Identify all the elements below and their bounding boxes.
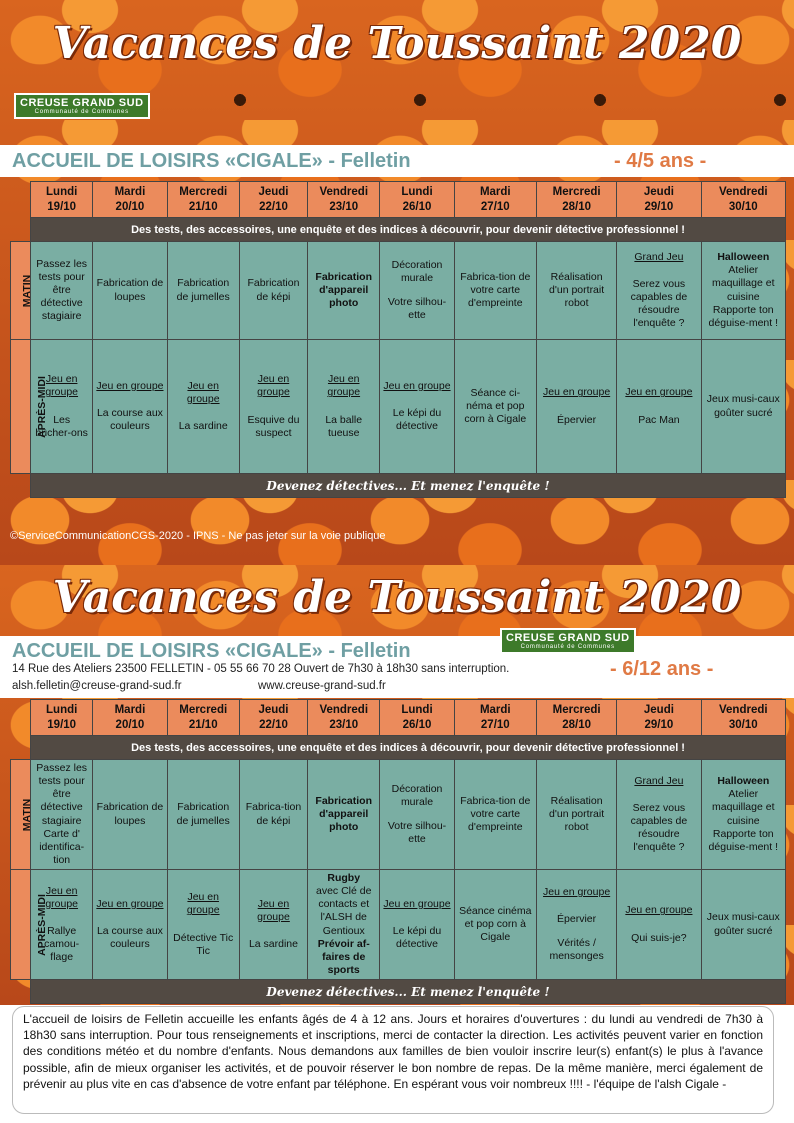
activity-text: Les bûcher-ons [35,413,88,439]
activity-cell [31,760,93,870]
activity-type: Jeu en groupe [186,379,220,405]
day-name: Lundi [46,186,78,199]
day-header [308,700,380,736]
theme-blank [11,218,31,242]
schedule-table-6-12 [10,699,786,1004]
apres-midi-label [11,870,48,980]
center-name-2: ACCUEIL DE LOISIRS «CIGALE» - Felletin [12,640,411,662]
day-name: Mardi [114,704,146,717]
day-header [308,182,380,218]
activity-text: Vérités / mensonges [549,936,604,962]
activity-cell [617,870,701,980]
day-date: 28/10 [562,200,591,213]
activity-type: Jeu en groupe [383,379,451,392]
website-link[interactable]: www.creuse-grand-sud.fr [258,680,386,692]
day-header [93,700,167,736]
activity-type: Jeu en groupe [257,897,290,923]
activity-cell [308,870,380,980]
activity-type: Jeu en groupe [96,379,164,392]
activity-text: Rallye camou-flage [44,924,80,964]
activity-type: Grand Jeu [634,774,684,787]
day-header [31,182,93,218]
matin-label-text: MATIN [21,798,34,831]
activity-type: Jeu en groupe [625,904,693,917]
activity-cell [701,760,785,870]
day-date: 27/10 [480,718,510,731]
age-group: - 4/5 ans - [614,150,707,172]
activity-type: Jeu en groupe [625,386,693,399]
activity-type: Jeu en groupe [383,897,451,910]
activity-cell [380,870,454,980]
day-header [380,700,454,736]
activity-cell [31,242,93,340]
day-header [239,700,307,736]
day-date: 30/10 [728,200,758,213]
logo-line1: CREUSE GRAND SUD [506,632,630,644]
activity-text: Fabrica-tion de votre carte d'empreinte [460,794,531,834]
day-header [167,182,239,218]
day-name: Mercredi [179,186,228,199]
activity-text: Séance ci-néma et pop corn à Cigale [464,386,527,426]
day-date: 21/10 [188,200,218,213]
activity-cell [617,242,701,340]
day-name: Mercredi [552,704,601,717]
logo-line2: Communauté de Communes [520,644,615,650]
slogan-banner: Devenez détectives... Et menez l'enquête ! [31,474,786,498]
schedule-table-4-5 [10,181,786,498]
activity-cell [167,242,239,340]
activity-text: Votre silhou-ette [387,819,447,845]
activity-cell [93,340,167,474]
day-name: Lundi [401,186,433,199]
day-date: 23/10 [329,718,359,731]
day-date: 19/10 [47,718,77,731]
day-date: 29/10 [644,200,674,213]
apres-midi-label [11,340,48,474]
activity-cell [701,242,785,340]
activity-text: Décoration murale [391,783,443,809]
day-header [31,700,93,736]
day-name: Jeudi [258,704,289,717]
day-date: 27/10 [480,200,510,213]
activity-cell [308,340,380,474]
day-name: Lundi [401,704,433,717]
activity-cell [536,760,616,870]
theme-blank [11,736,31,760]
day-header [701,700,785,736]
notice-text: L'accueil de loisirs de Felletin accueille les enfants âgés de 4 à 12 ans. Jours et horaires d'ouvertures : du lundi au vendredi de 7h30 à 18h30 sans interruption. Pour tous renseignements et inscriptions, merci de contacter la direction. Les activités peuvent varier en fonction des conditions météo et du nombre d'enfants. Nous demandons aux familles de bien vouloir inscrire leur(s) enfant(s) le plus à l'avance possible, afin de mieux organiser les activités, et de pouvoir réserver le bon nombre de repas. De la même manière, merci également de prévenir au plus vite en cas d'absence de votre enfant par téléphone. En espérant vous voir nombreux !!!! - l'équipe de l'alsh Cigale - [23,1012,763,1091]
activity-cell [239,340,307,474]
notice-box [12,1006,774,1114]
day-name: Mardi [479,704,511,717]
day-date: 19/10 [47,200,77,213]
activity-cell [536,870,616,980]
activity-bold: Halloween [717,251,770,264]
day-name: Mercredi [552,186,601,199]
activity-text: Fabrication de jumelles [176,277,230,303]
activity-text: Serez vous capables de résoudre l'enquête ? [630,277,688,330]
activity-cell [167,760,239,870]
activity-text: La balle tueuse [325,413,363,439]
activity-text: Qui suis-je? [631,931,687,944]
activity-bold: Halloween [717,775,770,788]
day-name: Vendredi [319,186,369,199]
activity-cell [454,870,536,980]
email-link[interactable]: alsh.felletin@creuse-grand-sud.fr [12,680,182,692]
activity-text: Fabrica-tion de votre carte d'empreinte [460,270,531,310]
day-date: 30/10 [728,718,758,731]
activity-cell [239,870,307,980]
day-date: 26/10 [402,718,432,731]
day-name: Vendredi [718,704,768,717]
activity-cell [93,870,167,980]
activity-text: Serez vous capables de résoudre l'enquête ? [630,801,688,854]
activity-cell [93,760,167,870]
day-name: Jeudi [643,704,674,717]
activity-cell [536,340,616,474]
activity-cell [617,340,701,474]
logo-line2: Communauté de Communes [34,109,129,115]
activity-bold: Fabrication d'appareil photo [315,270,373,310]
activity-bold: Fabrication d'appareil photo [315,794,373,834]
logo-creuse-grand-sud [14,93,150,119]
activity-text: La course aux couleurs [96,406,163,433]
activity-cell [308,242,380,340]
activity-type: Jeu en groupe [45,373,79,399]
day-name: Mercredi [179,704,228,717]
logo-creuse-grand-sud-2 [500,628,636,654]
day-header [701,182,785,218]
day-header [617,700,701,736]
page-title-2: Vacances de Toussaint 2020 [52,572,742,623]
footer-blank [11,980,31,1004]
activity-type: Jeu en groupe [327,373,361,399]
activity-type: Jeu en groupe [257,373,290,399]
day-header [536,700,616,736]
activity-text: Atelier maquillage et cuisine Rapporte ton déguise-ment ! [708,264,779,329]
page-title: Vacances de Toussaint 2020 [52,18,742,69]
day-header [454,700,536,736]
activity-type: Jeu en groupe [543,886,611,899]
activity-text: Fabrica-tion de képi [245,801,302,827]
day-name: Vendredi [319,704,369,717]
activity-text: Décoration murale [391,259,443,285]
day-date: 21/10 [188,718,218,731]
activity-text: Fabrication de loupes [96,277,164,303]
day-name: Mardi [479,186,511,199]
day-date: 29/10 [644,718,674,731]
center-name: ACCUEIL DE LOISIRS «CIGALE» - Felletin [12,150,411,172]
activity-text: Séance cinéma et pop corn à Cigale [459,904,532,944]
activity-type: Jeu en groupe [186,891,220,917]
activity-text: Le képi du détective [392,406,442,433]
activity-cell [380,340,454,474]
activity-text: La sardine [178,420,228,433]
activity-cell [167,340,239,474]
activity-text: Jeux musi-caux goûter sucré [706,393,780,419]
activity-type: Grand Jeu [634,250,684,263]
activity-text: Passez les tests pour être détective stagiaire [36,257,88,323]
activity-text: La sardine [248,938,298,951]
activity-text: Réalisation d'un portrait robot [549,794,605,834]
day-name: Jeudi [643,186,674,199]
footer-blank [11,474,31,498]
activity-cell [93,242,167,340]
matin-label [11,760,34,870]
day-header [617,182,701,218]
activity-text: Fabrication de loupes [96,801,164,827]
activity-text: Épervier [557,913,597,926]
day-header [380,182,454,218]
activity-cell [308,760,380,870]
day-date: 20/10 [115,200,145,213]
activity-type: Jeu en groupe [543,386,611,399]
activity-text: Passez les tests pour être détective stagiaire Carte d' identifica-tion [36,762,88,866]
day-date: 22/10 [259,718,288,731]
activity-cell [701,870,785,980]
age-group-2: - 6/12 ans - [610,658,714,680]
activity-cell [167,870,239,980]
day-name: Vendredi [718,186,768,199]
activity-text: Votre silhou-ette [387,295,447,321]
day-header [239,182,307,218]
activity-bold: Prévoir af-faires de sports [317,937,370,976]
day-date: 22/10 [259,200,288,213]
matin-label [11,242,34,340]
activity-text: Jeux musi-caux goûter sucré [706,911,780,937]
day-name: Jeudi [258,186,289,199]
activity-text: Fabrication de jumelles [176,801,230,827]
activity-text: Fabrication de képi [247,277,300,303]
day-header [536,182,616,218]
matin-label-text: MATIN [21,274,34,307]
logo-line1: CREUSE GRAND SUD [20,97,144,109]
day-name: Mardi [114,186,146,199]
day-date: 20/10 [115,718,145,731]
copyright: ©ServiceCommunicationCGS-2020 - IPNS - Ne pas jeter sur la voie publique [10,530,386,542]
day-date: 26/10 [402,200,432,213]
activity-bold: Rugby [327,872,361,884]
activity-cell [380,760,454,870]
activity-text: Réalisation d'un portrait robot [549,270,605,310]
day-date: 28/10 [562,718,591,731]
activity-cell [536,242,616,340]
activity-text: La course aux couleurs [96,924,163,951]
slogan-banner: Devenez détectives... Et menez l'enquête ! [31,980,786,1004]
activity-cell [617,760,701,870]
address: 14 Rue des Ateliers 23500 FELLETIN - 05 55 66 70 28 Ouvert de 7h30 à 18h30 sans interruption. [12,663,510,675]
activity-text: Esquive du suspect [247,413,300,439]
day-header [167,700,239,736]
day-name: Lundi [46,704,78,717]
corner-blank [11,182,31,218]
activity-text: avec Clé de contacts et l'ALSH de Gentioux [316,885,372,937]
activity-cell [454,340,536,474]
activity-text: Détective Tic Tic [173,931,234,957]
activity-text: Épervier [557,413,597,426]
theme-banner: Des tests, des accessoires, une enquête et des indices à découvrir, pour devenir détective professionnel ! [31,736,786,760]
activity-text: Pac Man [638,413,680,426]
activity-cell [701,340,785,474]
activity-cell [239,760,307,870]
activity-cell [239,242,307,340]
corner-blank [11,700,31,736]
day-date: 23/10 [329,200,359,213]
activity-type: Jeu en groupe [96,897,164,910]
day-header [454,182,536,218]
apres-midi-label-text: APRÈS-MIDI [35,375,48,438]
activity-text: Le képi du détective [392,924,442,951]
activity-cell [454,242,536,340]
day-header [93,182,167,218]
activity-text: Atelier maquillage et cuisine Rapporte ton déguise-ment ! [708,788,779,853]
activity-cell [380,242,454,340]
activity-cell [454,760,536,870]
activity-type: Jeu en groupe [45,884,79,910]
theme-banner: Des tests, des accessoires, une enquête et des indices à découvrir, pour devenir détective professionnel ! [31,218,786,242]
apres-midi-label-text: APRÈS-MIDI [35,893,48,956]
